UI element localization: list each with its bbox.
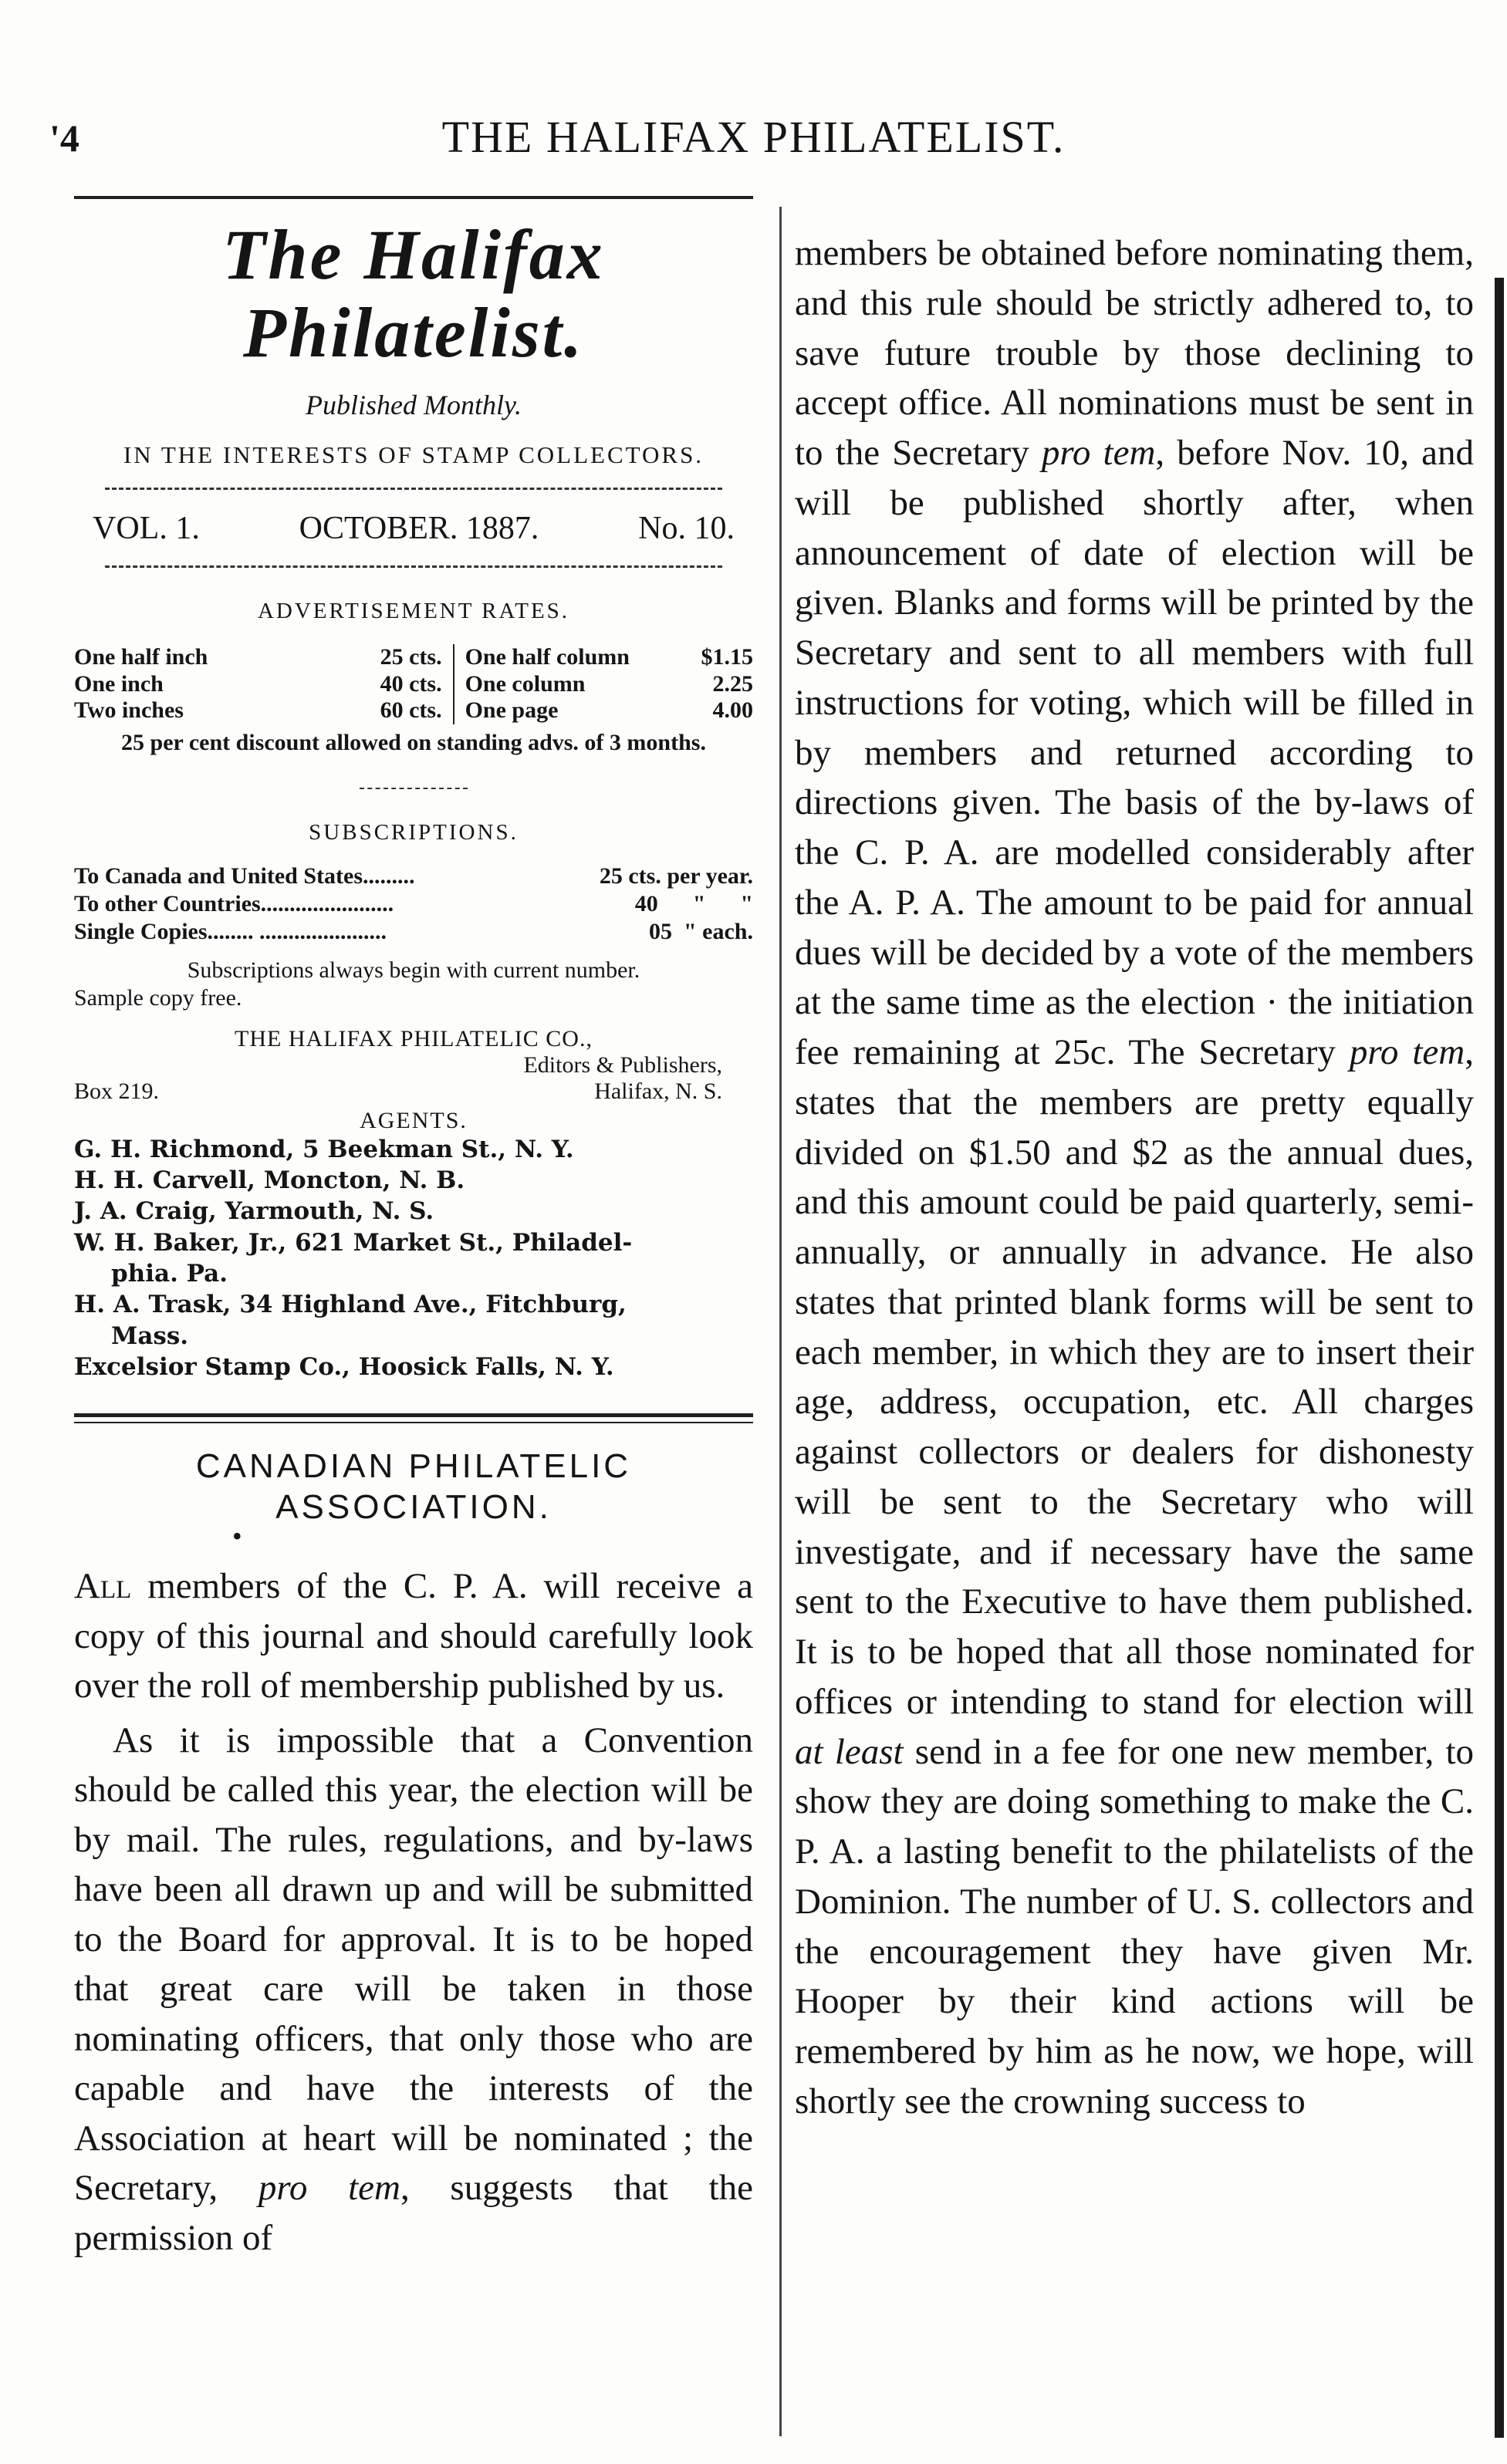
right-column: [795, 228, 1474, 2127]
rate-price: 60 cts.: [380, 697, 442, 724]
double-rule: [74, 1413, 753, 1423]
article-paragraph: [74, 1561, 753, 1711]
volume-number: VOL. 1.: [93, 511, 200, 547]
paragraph-text: , before Nov. 10, and will be published shortly after, when announcement of date of election will be given. Blanks and forms will be printed by the Secretary and sent to all members with full instructions for voting, which will be filled in by members and returned according to directions given. The basis of the by-laws of the C. P. A. are modelled considerably after the A. P. A. The amount to be paid for annual dues will be decided by a vote of the members at the same time as the election · the initiation fee remaining at 25c. The Secretary: [795, 433, 1474, 1072]
subscription-label: To Canada and United States.........: [74, 862, 415, 889]
agent-entry: phia. Pa.: [111, 1260, 228, 1288]
rate-item: One half inch: [74, 644, 208, 670]
publisher-name: THE HALIFAX PHILATELIC CO.,: [235, 1025, 593, 1051]
masthead-title: The Halifax Philatelist.: [222, 215, 605, 373]
rate-item: One inch: [74, 670, 164, 697]
article-title-line: CANADIAN PHILATELIC: [195, 1447, 632, 1486]
issue-number: No. 10.: [638, 511, 735, 547]
article-body-right: [795, 228, 1474, 2127]
article-body-left: [74, 1561, 753, 2263]
subscription-price: 25 cts. per year.: [599, 862, 753, 889]
issue-date: OCTOBER. 1887.: [299, 511, 539, 547]
running-title: THE HALIFAX PHILATELIST.: [441, 112, 1066, 162]
subscription-row: [74, 890, 753, 918]
subscription-label: Single Copies........ ......................: [74, 918, 387, 944]
bullet-mark: •: [232, 1520, 242, 1551]
left-column: [74, 208, 753, 2263]
agent-entry: G. H. Richmond, 5 Beekman St., N. Y.: [74, 1135, 574, 1163]
rate-price: 40 cts.: [380, 670, 442, 697]
agent-entry: H. A. Trask, 34 Highland Ave., Fitchburg,: [74, 1291, 627, 1319]
agent-entry: Excelsior Stamp Co., Hoosick Falls, N. Y.: [74, 1352, 614, 1381]
article-paragraph: [795, 228, 1474, 2127]
paragraph-text: members of the C. P. A. will receive a copy of this journal and should carefully look over the roll of membership published by us.: [74, 1566, 753, 1706]
po-box: Box 219.: [74, 1078, 160, 1104]
paragraph-text: , suggests that the permission of: [74, 2168, 753, 2258]
page-number: '4: [49, 116, 79, 160]
article-title-line: ASSOCIATION.: [275, 1488, 552, 1527]
short-rule: [360, 788, 468, 789]
rate-item: Two inches: [74, 697, 184, 724]
paragraph-text: members be obtained before nominating them, and this rule should be strictly adhered to, to save future trouble by those declining to accept office. All nominations must be sent in to the Secretary: [795, 233, 1474, 473]
subscription-note: Subscriptions always begin with current number.: [187, 957, 640, 983]
dashed-rule: [105, 565, 722, 568]
rate-price: $1.15: [701, 644, 753, 670]
italic-text: pro tem: [258, 2168, 400, 2209]
agents-title: AGENTS.: [360, 1107, 468, 1133]
rate-item: One page: [465, 697, 559, 724]
agent-entry: H. H. Carvell, Moncton, N. B.: [74, 1166, 465, 1195]
ad-rates-table: [74, 644, 753, 724]
rate-item: One column: [465, 670, 586, 697]
subscription-label: To other Countries.......................: [74, 890, 394, 916]
top-rule: [74, 196, 753, 199]
rate-price: 4.00: [712, 697, 753, 724]
subscription-row: [74, 862, 753, 890]
agents-list: [74, 1134, 753, 1382]
agent-entry: W. H. Baker, Jr., 621 Market St., Philadel-: [74, 1228, 633, 1257]
drop-word: All: [74, 1566, 132, 1607]
publisher-address: [74, 1078, 753, 1105]
subscription-price: 05 " each.: [649, 918, 753, 944]
rate-item: One half column: [465, 644, 630, 670]
subscription-rates: [74, 862, 753, 946]
column-divider: [779, 207, 782, 2436]
paragraph-text: As it is impossible that a Convention should be called this year, the election will be by mail. The rules, regulations, and by-laws have been all drawn up and will be submitted to the Board for approval. It is to be hoped that great care will be taken in those nominating officers, that only those who are capable and have the interests of the Association at heart will be nominated ; the Secretary,: [74, 1720, 753, 2209]
page-edge-shadow: [1495, 278, 1504, 2438]
volume-line: [74, 510, 753, 547]
rate-price: 25 cts.: [380, 644, 442, 670]
ad-rates-title: ADVERTISEMENT RATES.: [257, 599, 570, 624]
rate-price: 2.25: [712, 670, 753, 697]
sample-note: Sample copy free.: [74, 984, 242, 1011]
publisher-city: Halifax, N. S.: [594, 1078, 722, 1104]
agent-entry: Mass.: [111, 1321, 189, 1350]
dashed-rule: [105, 488, 722, 490]
discount-note: 25 per cent discount allowed on standing advs. of 3 months.: [121, 729, 706, 755]
subscriptions-title: SUBSCRIPTIONS.: [309, 819, 519, 845]
italic-text: pro tem: [1349, 1032, 1465, 1072]
paragraph-text: send in a fee for one new member, to show they are doing something to make the C. P. A. a lasting benefit to the philatelists of the Dominion. The number of U. S. collectors and the encouragement they have given Mr. Hooper by their kind actions will be remembered by him as he now, we hope, will shortly see the crowning success to: [795, 1731, 1474, 2121]
masthead-tagline: IN THE INTERESTS OF STAMP COLLECTORS.: [123, 441, 705, 469]
article-title: [74, 1446, 753, 1528]
italic-text: at least: [795, 1731, 904, 1772]
subscription-row: [74, 918, 753, 946]
publisher-role: Editors & Publishers,: [523, 1051, 722, 1078]
italic-text: pro tem: [1041, 433, 1156, 473]
publication-frequency: Published Monthly.: [306, 390, 522, 421]
article-paragraph: [74, 1716, 753, 2263]
subscription-price: 40 " ": [634, 890, 753, 916]
agent-entry: J. A. Craig, Yarmouth, N. S.: [74, 1197, 434, 1226]
paragraph-text: , states that the members are pretty equally divided on $1.50 and $2 as the annual dues, and this amount could be paid quarterly, semi-annually, or annually in advance. He also states that printed blank forms will be sent to each member, in which they are to insert their age, address, occupation, etc. All charges against collectors or dealers for dishonesty will be sent to the Secretary who will investigate, and if necessary have the same sent to the Executive to have them published. It is to be hoped that all those nominated for offices or intending to stand for election will: [795, 1032, 1474, 1722]
